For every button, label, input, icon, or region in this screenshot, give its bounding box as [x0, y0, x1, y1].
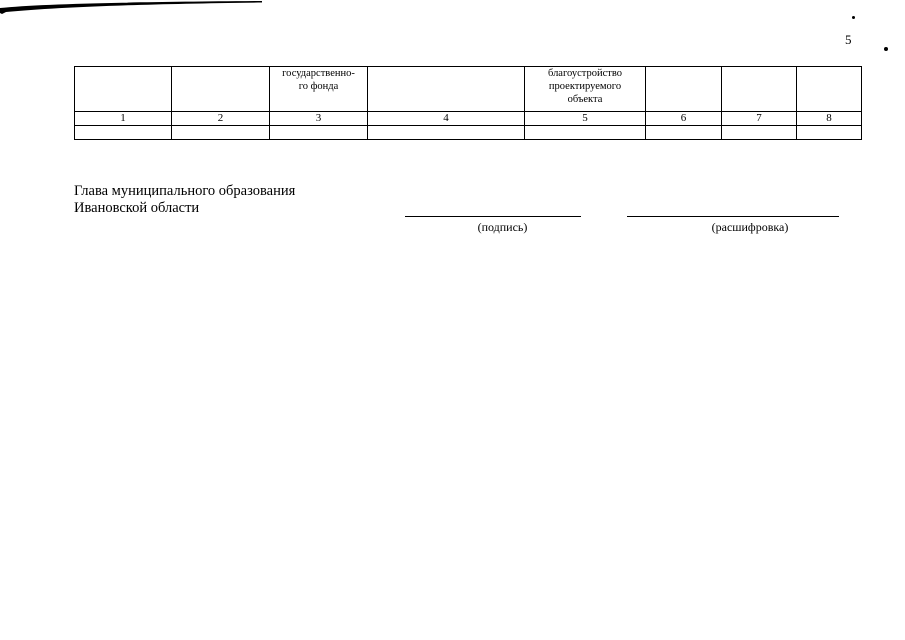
- header-cell-1: [75, 67, 172, 112]
- header-cell-3: государственно- го фонда: [270, 67, 368, 112]
- table-cell: [797, 126, 862, 140]
- table-cell: [75, 126, 172, 140]
- header-cell-2: [172, 67, 270, 112]
- signatory-title-line-1: Глава муниципального образования: [74, 183, 296, 199]
- column-number: 1: [75, 112, 172, 126]
- table-cell: [525, 126, 646, 140]
- scan-edge-mark: [0, 0, 262, 14]
- header-cell-4: [368, 67, 525, 112]
- signatory-title-line-2: Ивановской области: [74, 200, 200, 216]
- signature-caption: (подпись): [477, 220, 528, 234]
- table-cell: [270, 126, 368, 140]
- scan-speck: [884, 47, 888, 51]
- decoding-caption: (расшифровка): [711, 220, 789, 234]
- table-cell: [368, 126, 525, 140]
- column-number: 6: [646, 112, 722, 126]
- data-table-container: [74, 66, 861, 140]
- column-number: 8: [797, 112, 862, 126]
- column-number-row: [75, 112, 862, 126]
- signature-line: [405, 216, 581, 217]
- header-cell-6: [646, 67, 722, 112]
- header-cell-7: [722, 67, 797, 112]
- header-cell-8: [797, 67, 862, 112]
- decoding-line: [627, 216, 839, 217]
- table-cell: [646, 126, 722, 140]
- scan-speck: [852, 16, 855, 19]
- column-number: 3: [270, 112, 368, 126]
- table-cell: [722, 126, 797, 140]
- column-number: 7: [722, 112, 797, 126]
- column-number: 5: [525, 112, 646, 126]
- table-row: [75, 126, 862, 140]
- page-number: 5: [845, 32, 852, 47]
- table-cell: [172, 126, 270, 140]
- signatory-title: [74, 183, 295, 217]
- column-number: 4: [368, 112, 525, 126]
- header-cell-5: благоустройство проектируемого объекта: [525, 67, 646, 112]
- column-number: 2: [172, 112, 270, 126]
- data-table: [74, 66, 862, 140]
- table-header-row: [75, 67, 862, 112]
